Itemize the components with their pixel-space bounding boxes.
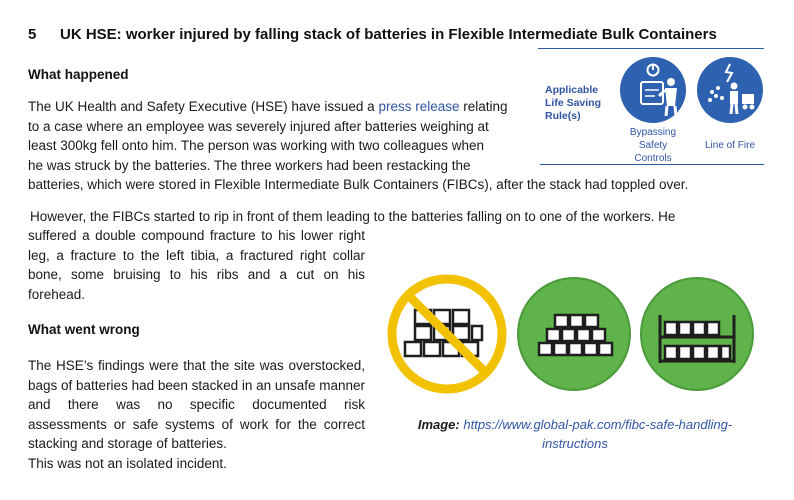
- heading-underline: [538, 48, 764, 49]
- rules-title: Applicable Life Saving Rule(s): [545, 84, 602, 122]
- fibc-rack-approved-icon: [638, 275, 756, 393]
- image-source-link[interactable]: https://www.global-pak.com/fibc-safe-handling-: [463, 417, 733, 432]
- rule-caption-bypassing: Bypassing Safety Controls: [629, 127, 677, 164]
- image-source-link-continued[interactable]: instructions: [542, 436, 608, 451]
- paragraph-line: least 300kg fell onto him. The person was working with two colleagues when: [28, 138, 485, 153]
- paragraph-line: he was struck by the batteries. The three workers had been restacking the: [28, 157, 471, 173]
- what-went-wrong-heading: What went wrong: [28, 322, 140, 337]
- section-number: 5: [28, 26, 37, 43]
- image-label: Image:: [417, 417, 460, 432]
- caption-line: [392, 415, 758, 434]
- image-caption: [392, 415, 758, 453]
- rule-caption-line-of-fire: Line of Fire: [704, 140, 756, 151]
- what-went-wrong-paragraph: The HSE’s findings were that the site was overstocked, bags of batteries had been stacked in an unsafe manner and there was no specific documented risk assessments or safe systems of work for the correct stacking and storage of batteries.: [28, 358, 365, 451]
- line-of-fire-icon: [696, 56, 764, 124]
- section-heading: [28, 26, 717, 43]
- text-segment: The UK Health and Safety Executive (HSE) have issued a: [28, 99, 379, 114]
- rules-box-divider: [540, 164, 764, 165]
- press-release-link[interactable]: press release: [378, 99, 460, 114]
- fibc-stack-approved-icon: [515, 275, 633, 393]
- paragraph-line: to a case where an employee was severely injured after batteries weighing at: [28, 118, 489, 134]
- what-happened-paragraph: [28, 97, 534, 175]
- what-happened-heading: What happened: [28, 67, 129, 82]
- paragraph-line: However, the FIBCs started to rip in front of them leading to the batteries falling on to one of the workers. He: [30, 209, 676, 224]
- bypassing-safety-controls-icon: [619, 56, 687, 124]
- fibc-stack-prohibited-icon: [385, 272, 509, 396]
- section-title: UK HSE: worker injured by falling stack of batteries in Flexible Intermediate Bulk Containers: [60, 26, 717, 43]
- injury-details-paragraph: suffered a double compound fracture to his lower right leg, a fracture to the left tibia, a fractured right collar bone, some bruising to his ribs and a cut on his forehead.: [28, 228, 365, 302]
- text-segment: relating: [459, 99, 508, 114]
- what-went-wrong-last-line: This was not an isolated incident.: [28, 456, 227, 471]
- paragraph-line: [28, 97, 534, 117]
- paragraph-line: batteries, which were stored in Flexible Intermediate Bulk Containers (FIBCs), after the stack had toppled over.: [28, 177, 689, 192]
